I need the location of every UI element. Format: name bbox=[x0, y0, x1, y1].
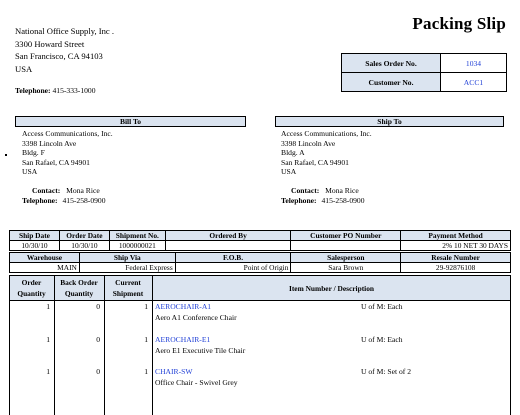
logistics-table bbox=[9, 252, 511, 273]
ship-via-header: Ship Via bbox=[79, 253, 175, 263]
current-shipment-header: Current Shipment bbox=[104, 275, 152, 301]
company-telephone bbox=[15, 86, 96, 95]
item-2-current: 1 bbox=[144, 335, 148, 344]
item-1-current: 1 bbox=[144, 302, 148, 311]
column-divider bbox=[510, 275, 511, 415]
item-3-description: Office Chair - Swivel Grey bbox=[155, 378, 238, 387]
sales-order-label: Sales Order No. bbox=[342, 54, 441, 73]
payment-method-header: Payment Method bbox=[401, 231, 511, 241]
logistics-value-row bbox=[10, 263, 511, 273]
bill-to-city: San Rafael, CA 94901 bbox=[22, 157, 90, 167]
order-date-header: Order Date bbox=[59, 231, 109, 241]
ship-via-value: Federal Express bbox=[79, 263, 175, 273]
customer-po-value bbox=[291, 241, 401, 251]
order-date-value: 10/30/10 bbox=[59, 241, 109, 251]
column-divider bbox=[54, 275, 55, 415]
company-telephone-label: Telephone: bbox=[15, 86, 51, 95]
column-divider bbox=[104, 275, 105, 415]
warehouse-header: Warehouse bbox=[10, 253, 80, 263]
fob-header: F.O.B. bbox=[175, 253, 291, 263]
ship-to-street: 3398 Lincoln Ave bbox=[281, 138, 336, 148]
company-city: San Francisco, CA 94103 bbox=[15, 51, 103, 61]
item-1-back-order: 0 bbox=[96, 302, 100, 311]
ship-to-heading: Ship To bbox=[275, 116, 504, 127]
item-description-header: Item Number / Description bbox=[152, 275, 511, 301]
bill-to-name: Access Communications, Inc. bbox=[22, 129, 113, 138]
shipment-no-header: Shipment No. bbox=[109, 231, 165, 241]
bill-to-telephone bbox=[22, 196, 106, 206]
ship-to-country: USA bbox=[281, 167, 297, 177]
bill-to-contact-value: Mona Rice bbox=[66, 186, 100, 195]
ship-to-telephone-label: Telephone: bbox=[281, 196, 317, 205]
column-divider bbox=[9, 275, 10, 415]
company-street: 3300 Howard Street bbox=[15, 38, 85, 49]
items-table bbox=[9, 275, 511, 415]
item-2-number-link[interactable]: AEROCHAIR-E1 bbox=[155, 335, 211, 344]
salesperson-value: Sara Brown bbox=[291, 263, 401, 273]
customer-po-header: Customer PO Number bbox=[291, 231, 401, 241]
shipment-table bbox=[9, 230, 511, 251]
shipment-no-value: 1000000021 bbox=[109, 241, 165, 251]
bill-to-heading: Bill To bbox=[15, 116, 246, 127]
back-order-quantity-header: Back Order Quantity bbox=[54, 275, 104, 301]
bill-to-telephone-value: 415-258-0900 bbox=[62, 196, 106, 205]
salesperson-header: Salesperson bbox=[291, 253, 401, 263]
payment-method-value: 2% 10 NET 30 DAYS bbox=[401, 241, 511, 251]
customer-number-label: Customer No. bbox=[342, 73, 441, 92]
warehouse-value: MAIN bbox=[10, 263, 80, 273]
item-1-order-qty: 1 bbox=[46, 302, 50, 311]
bill-to-street: 3398 Lincoln Ave bbox=[22, 138, 77, 148]
item-2-back-order: 0 bbox=[96, 335, 100, 344]
ship-to-city: San Rafael, CA 94901 bbox=[281, 157, 349, 167]
ship-to-bldg: Bldg. A bbox=[281, 148, 305, 158]
item-2-description: Aero E1 Executive Tile Chair bbox=[155, 346, 246, 355]
item-3-current: 1 bbox=[144, 367, 148, 376]
item-1-description: Aero A1 Conference Chair bbox=[155, 313, 237, 322]
ship-to-contact bbox=[291, 186, 359, 196]
sales-order-value: 1034 bbox=[441, 54, 507, 73]
customer-number-value: ACC1 bbox=[441, 73, 507, 92]
fob-value: Point of Origin bbox=[175, 263, 291, 273]
logistics-header-row bbox=[10, 253, 511, 263]
ordered-by-value bbox=[165, 241, 291, 251]
ship-to-telephone bbox=[281, 196, 365, 206]
shipment-value-row bbox=[10, 241, 511, 251]
item-2-uom: U of M: Each bbox=[361, 335, 403, 344]
resale-number-value: 29-92876108 bbox=[401, 263, 511, 273]
company-address bbox=[15, 25, 114, 75]
bullet-mark bbox=[5, 154, 7, 156]
ship-to-address bbox=[281, 129, 372, 177]
ship-to-contact-value: Mona Rice bbox=[325, 186, 359, 195]
ship-to-name: Access Communications, Inc. bbox=[281, 129, 372, 138]
shipment-header-row bbox=[10, 231, 511, 241]
item-1-number-link[interactable]: AEROCHAIR-A1 bbox=[155, 302, 212, 311]
order-info-table bbox=[341, 53, 507, 92]
company-telephone-value: 415-333-1000 bbox=[52, 86, 96, 95]
item-3-back-order: 0 bbox=[96, 367, 100, 376]
ship-to-contact-label: Contact: bbox=[291, 186, 320, 195]
bill-to-contact-label: Contact: bbox=[32, 186, 61, 195]
ship-to-telephone-value: 415-258-0900 bbox=[321, 196, 365, 205]
item-3-order-qty: 1 bbox=[46, 367, 50, 376]
ordered-by-header: Ordered By bbox=[165, 231, 291, 241]
bill-to-telephone-label: Telephone: bbox=[22, 196, 58, 205]
item-2-order-qty: 1 bbox=[46, 335, 50, 344]
column-divider bbox=[152, 275, 153, 415]
item-3-uom: U of M: Set of 2 bbox=[361, 367, 411, 376]
ship-date-header: Ship Date bbox=[10, 231, 60, 241]
order-quantity-header: Order Quantity bbox=[9, 275, 54, 301]
item-3-number-link[interactable]: CHAIR-SW bbox=[155, 367, 193, 376]
page-title: Packing Slip bbox=[412, 14, 506, 33]
bill-to-address bbox=[22, 129, 113, 177]
company-name: National Office Supply, Inc . bbox=[15, 26, 115, 36]
bill-to-bldg: Bldg. F bbox=[22, 148, 45, 158]
item-1-uom: U of M: Each bbox=[361, 302, 403, 311]
company-country: USA bbox=[15, 63, 33, 74]
bill-to-country: USA bbox=[22, 167, 38, 177]
resale-number-header: Resale Number bbox=[401, 253, 511, 263]
ship-date-value: 10/30/10 bbox=[10, 241, 60, 251]
bill-to-contact bbox=[32, 186, 100, 196]
